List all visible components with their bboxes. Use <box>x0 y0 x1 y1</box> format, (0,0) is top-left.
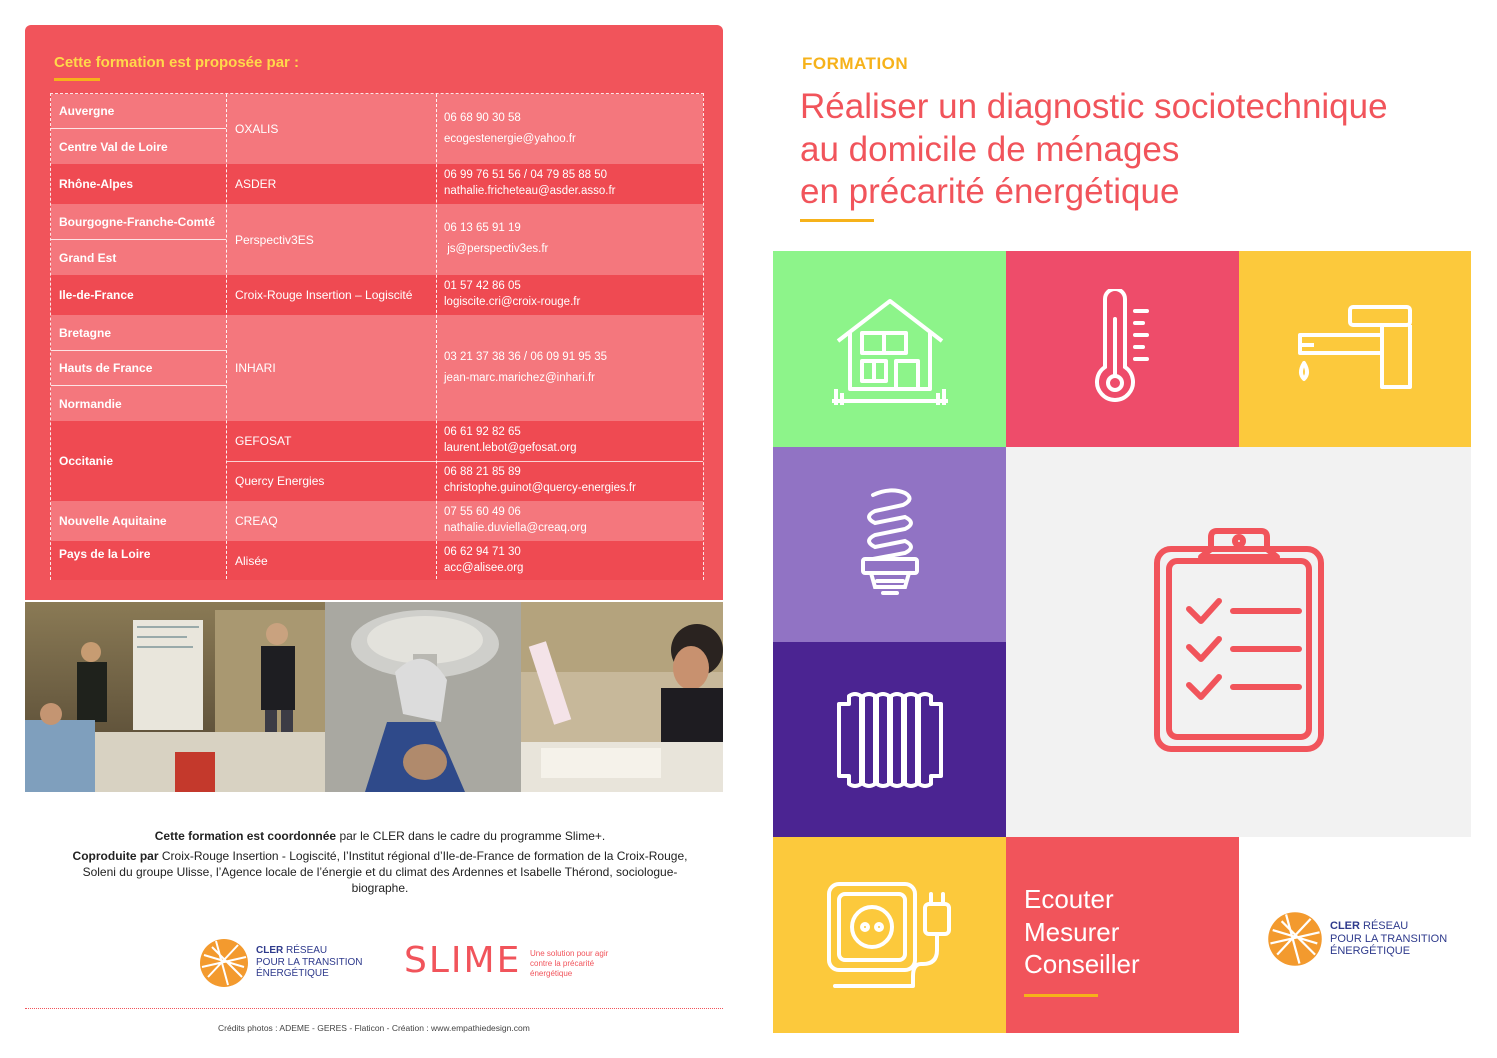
org-cell: Alisée <box>235 553 268 568</box>
org-cell: Croix-Rouge Insertion – Logiscité <box>235 288 413 302</box>
contact-cell <box>437 275 703 315</box>
coordination-caption <box>60 828 700 844</box>
contact-phone: 06 88 21 85 89 <box>444 466 521 479</box>
region-cell: Nouvelle Aquitaine <box>59 514 167 528</box>
power-outlet-icon <box>825 880 955 990</box>
contact-cell <box>437 421 703 461</box>
cler-logo-text <box>256 945 363 980</box>
caption-text: par le CLER dans le cadre du programme Slime+. <box>336 829 606 843</box>
contact-cell <box>437 501 703 541</box>
org-cell: Quercy Energies <box>235 474 325 488</box>
slime-logo: SLIME <box>404 940 522 981</box>
contact-cell <box>437 315 703 421</box>
contact-cell <box>437 164 703 204</box>
tile-light-bulb <box>773 447 1006 642</box>
photo-training-room <box>25 602 325 792</box>
contact-email[interactable]: jean-marc.marichez@inhari.fr <box>444 371 595 384</box>
contact-phone: 07 55 60 49 06 <box>444 506 521 519</box>
cler-logo-mark <box>198 937 250 989</box>
contact-phone: 06 68 90 30 58 <box>444 111 521 124</box>
house-icon <box>830 289 950 409</box>
region-cell: Hauts de France <box>51 351 226 386</box>
photo-light-fixture <box>325 602 521 792</box>
tile-radiator <box>773 642 1006 837</box>
cler-logo-text <box>1330 920 1447 958</box>
page-title <box>800 86 1460 214</box>
contact-email[interactable]: acc@alisee.org <box>444 561 524 574</box>
contact-email[interactable]: js@perspectiv3es.fr <box>444 243 549 255</box>
contact-phone: 03 21 37 38 36 / 06 09 91 95 35 <box>444 350 608 363</box>
formation-label: FORMATION <box>802 54 909 73</box>
cler-line1: RÉSEAU <box>283 945 328 956</box>
cler-line2: POUR LA TRANSITION <box>256 956 363 968</box>
region-cell: Normandie <box>59 396 122 411</box>
faucet-icon <box>1290 299 1420 399</box>
tile-house <box>773 251 1006 447</box>
caption-bold: Cette formation est coordonnée <box>154 829 337 843</box>
cler-line1: RÉSEAU <box>1359 920 1409 932</box>
org-cell: OXALIS <box>235 122 279 136</box>
thermometer-icon <box>1083 289 1163 409</box>
region-cell: Pays de la Loire <box>59 547 151 561</box>
motto-line: Mesurer <box>1024 916 1120 947</box>
contact-phone: 01 57 42 86 05 <box>444 280 521 293</box>
clipboard-checklist-icon <box>1149 527 1329 757</box>
region-cell: Centre Val de Loire <box>59 139 168 154</box>
contact-phone: 06 62 94 71 30 <box>444 545 521 558</box>
panel-heading: Cette formation est proposée par : <box>54 54 300 71</box>
contact-phone: 06 99 76 51 56 / 04 79 85 88 50 <box>444 169 608 182</box>
motto-line: Conseiller <box>1024 949 1140 979</box>
photo-credits: Crédits photos : ADEME - GERES - Flaticon - Création : www.empathiedesign.com <box>218 1023 530 1033</box>
caption-bold: Coproduite par <box>72 849 159 863</box>
org-cell: INHARI <box>235 361 276 375</box>
org-cell: CREAQ <box>235 514 278 528</box>
cler-brand: CLER <box>256 945 284 956</box>
contact-phone: 06 61 92 82 65 <box>444 426 521 439</box>
motto <box>1024 883 1140 981</box>
caption-text: Croix-Rouge Insertion - Logiscité, l’Institut régional d’Ile-de-France de formation de la Croix-Rouge, Soleni du groupe Ulisse, l’Agence locale de l’énergie et du climat des Ardennes et Isabelle Thérond, sociologue-biographe. <box>82 849 688 896</box>
region-cell: Grand Est <box>59 250 117 265</box>
radiator-icon <box>835 690 945 790</box>
tile-faucet <box>1239 251 1471 447</box>
cler-line2: POUR LA TRANSITION <box>1330 932 1448 945</box>
contact-email[interactable]: nathalie.duviella@creaq.org <box>444 522 587 534</box>
coproduction-caption <box>60 848 700 897</box>
slime-tagline: Une solution pour agir contre la précarité énergétique <box>530 949 609 978</box>
contact-phone: 06 13 65 91 19 <box>444 222 521 235</box>
region-cell: Occitanie <box>59 454 114 468</box>
region-cell: Auvergne <box>51 94 226 129</box>
tile-clipboard <box>1006 447 1471 837</box>
contact-cell <box>437 94 703 164</box>
cler-brand: CLER <box>1330 920 1360 932</box>
motto-underline <box>1024 994 1098 997</box>
tile-thermometer <box>1006 251 1239 447</box>
tile-power-outlet <box>773 837 1006 1033</box>
title-line: en précarité énergétique <box>800 172 1180 212</box>
contact-email[interactable]: laurent.lebot@gefosat.org <box>444 442 577 454</box>
contact-cell <box>437 461 703 501</box>
contact-email[interactable]: ecogestenergie@yahoo.fr <box>444 132 576 145</box>
title-line: Réaliser un diagnostic sociotechnique <box>800 87 1388 126</box>
photo-reading-document <box>521 602 723 792</box>
provider-table <box>50 93 704 580</box>
light-bulb-icon <box>855 485 925 605</box>
contact-email[interactable]: nathalie.fricheteau@asder.asso.fr <box>444 185 616 197</box>
heading-underline <box>54 78 100 81</box>
org-cell: Perspectiv3ES <box>235 232 314 247</box>
org-cell: GEFOSAT <box>235 434 292 448</box>
cler-line3: ÉNERGÉTIQUE <box>1330 945 1411 958</box>
region-cell: Rhône-Alpes <box>59 177 134 191</box>
region-cell: Bretagne <box>51 315 226 351</box>
dotted-divider <box>25 1008 723 1009</box>
cler-logo-mark <box>1266 910 1324 968</box>
contact-email[interactable]: christophe.guinot@quercy-energies.fr <box>444 482 636 494</box>
title-underline <box>800 219 874 222</box>
contact-cell <box>437 204 703 275</box>
cler-line3: ÉNERGÉTIQUE <box>256 968 329 979</box>
org-cell: ASDER <box>235 177 277 191</box>
motto-line: Ecouter <box>1024 884 1114 914</box>
region-cell: Bourgogne-Franche-Comté <box>51 204 226 240</box>
region-cell: Ile-de-France <box>59 288 134 302</box>
contact-email[interactable]: logiscite.cri@croix-rouge.fr <box>444 296 581 308</box>
title-line: au domicile de ménages <box>800 129 1180 169</box>
contact-cell <box>437 541 703 580</box>
